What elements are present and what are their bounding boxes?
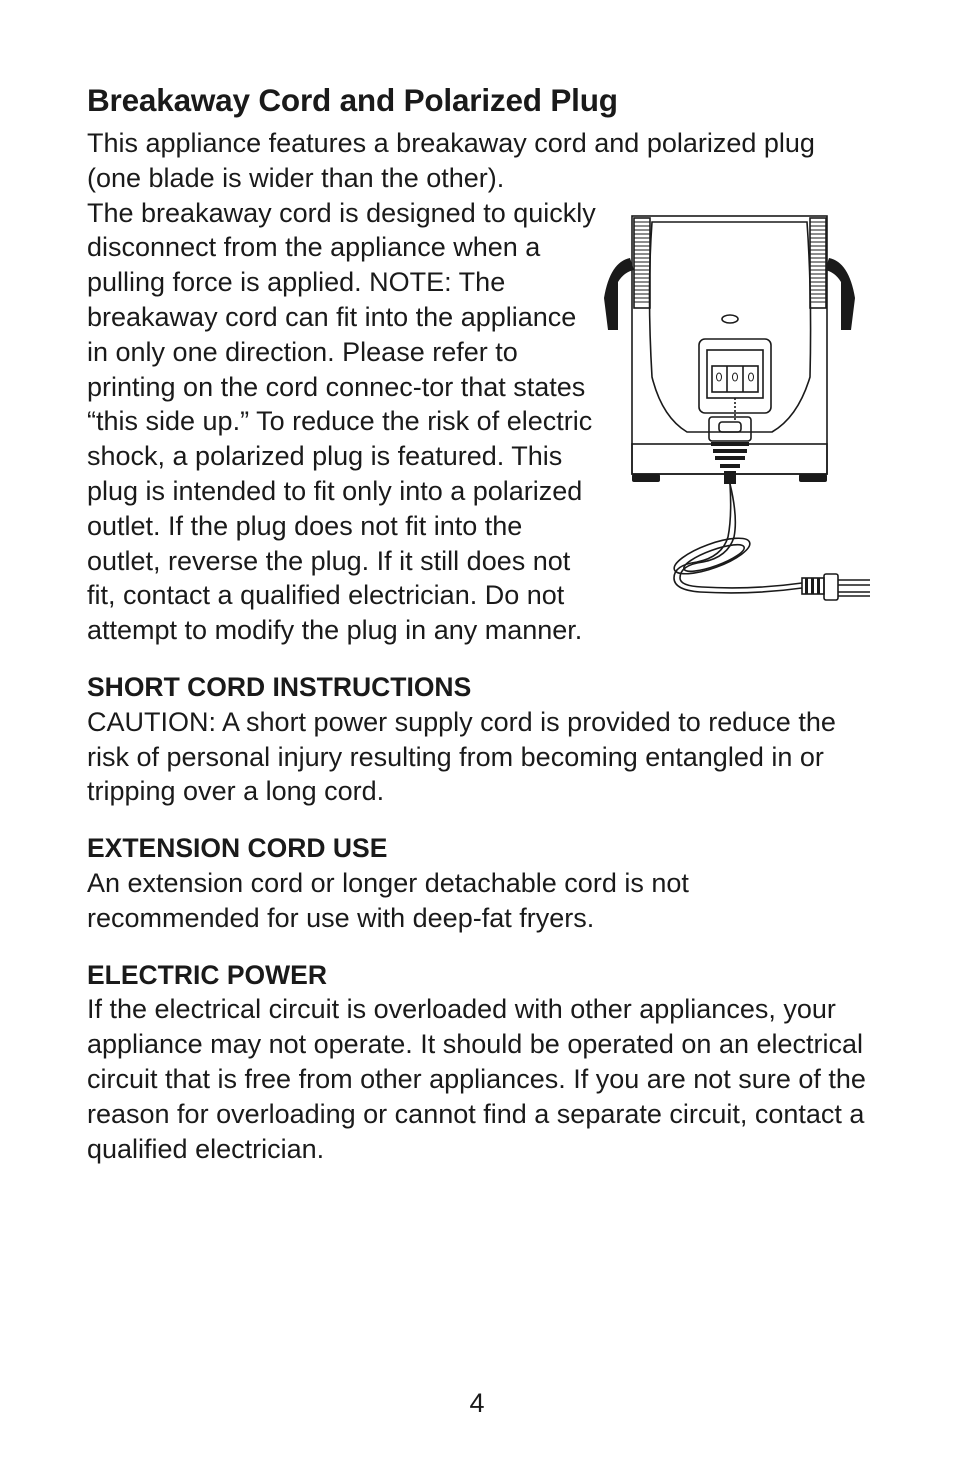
electric-power-heading: ELECTRIC POWER (87, 959, 327, 990)
electric-power-paragraph: If the electrical circuit is overloaded with other appliances, your appliance may not operate. It should be operated on an electrical circuit that is free from other appliances. If you are not sure of the reason for overloading or cannot find a separate circuit, contact a qualified electrician. (87, 994, 866, 1164)
polarized-plug-head (824, 574, 838, 600)
right-handle (825, 258, 855, 330)
extension-cord-paragraph: An extension cord or longer detachable cord is not recommended for use with deep-fat fryers. (87, 867, 689, 933)
left-foot (632, 474, 660, 482)
manual-page (87, 80, 867, 1166)
short-cord-paragraph: CAUTION: A short power supply cord is provided to reduce the risk of personal injury resulting from becoming entangled in or tripping over a long cord. (87, 706, 836, 807)
intro-paragraph: This appliance features a breakaway cord and polarized plug (one blade is wider than the other). (87, 128, 815, 193)
breakaway-paragraph: The breakaway cord is designed to quickly disconnect from the appliance when a pulling force is applied. NOTE: The breakaway cord can fit into the appliance in only one direction. Please refer to printing on the cord connec-tor that states “this side up.” To reduce the risk of electric shock, a polarized plug is featured. This plug is intended to fit only into a polarized outlet. If the plug does not fit into the outlet, reverse the plug. If it still does not fit, contact a qualified electrician. Do not attempt to modify the plug in any manner. (87, 197, 596, 646)
electric-power-section (87, 958, 867, 1167)
left-handle (604, 258, 634, 330)
fryer-body (632, 216, 827, 474)
short-cord-heading: SHORT CORD INSTRUCTIONS (87, 671, 472, 702)
front-panel (650, 222, 811, 432)
breakaway-plug (709, 417, 751, 441)
breakaway-block (87, 196, 867, 648)
fryer-cord-illustration (602, 212, 872, 622)
section-title: Breakaway Cord and Polarized Plug (87, 82, 618, 118)
right-foot (799, 474, 827, 482)
short-cord-section (87, 670, 867, 809)
page-number: 4 (469, 1388, 485, 1418)
extension-cord-section (87, 831, 867, 935)
extension-cord-heading: EXTENSION CORD USE (87, 833, 388, 864)
indicator-light (722, 315, 738, 323)
